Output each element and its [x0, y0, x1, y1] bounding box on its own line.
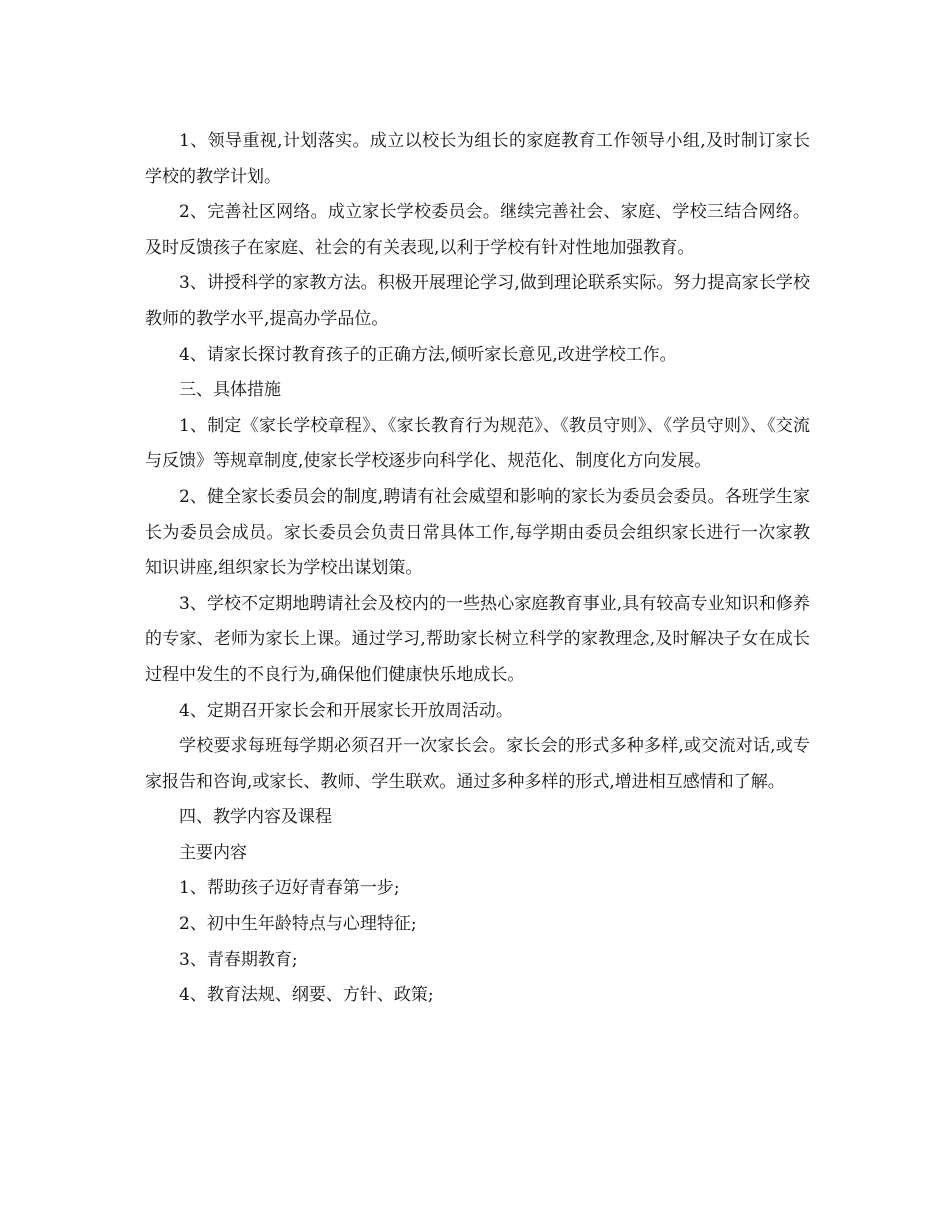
paragraph-6: 2、健全家长委员会的制度,聘请有社会威望和影响的家长为委员会委员。各班学生家长为委员会成员。家长委员会负责日常具体工作,每学期由委员会组织家长进行一次家教知识讲座,组织家长为学校出谋划策。: [145, 486, 810, 579]
paragraph-2: 2、完善社区网络。成立家长学校委员会。继续完善社会、家庭、学校三结合网络。及时反馈孩子在家庭、社会的有关表现,以利于学校有针对性地加强教育。: [145, 202, 810, 258]
subheading-main-content: 主要内容: [179, 842, 247, 863]
paragraph-5: 1、制定《家长学校章程》、《家长教育行为规范》、《教员守则》、《学员守则》、《交流与反馈》等规章制度,使家长学校逐步向科学化、规范化、制度化方向发展。: [145, 415, 810, 472]
document-body: [145, 124, 810, 1014]
section-heading-3: 三、具体措施: [179, 380, 281, 401]
paragraph-9: 学校要求每班每学期必须召开一次家长会。家长会的形式多种多样,或交流对话,或专家报告和咨询,或家长、教师、学生联欢。通过多种多样的形式,增进相互感情和了解。: [145, 736, 810, 792]
list-item-1: 1、帮助孩子迈好青春第一步;: [179, 878, 400, 899]
paragraph-1: 1、领导重视,计划落实。成立以校长为组长的家庭教育工作领导小组,及时制订家长学校的教学计划。: [145, 131, 810, 187]
list-item-2: 2、初中生年龄特点与心理特征;: [179, 914, 417, 935]
list-item-3: 3、青春期教育;: [179, 949, 298, 970]
section-heading-4: 四、教学内容及课程: [179, 807, 332, 828]
paragraph-4: 4、请家长探讨教育孩子的正确方法,倾听家长意见,改进学校工作。: [179, 344, 677, 365]
list-item-4: 4、教育法规、纲要、方针、政策;: [179, 985, 434, 1006]
paragraph-3: 3、讲授科学的家教方法。积极开展理论学习,做到理论联系实际。努力提高家长学校教师的教学水平,提高办学品位。: [145, 273, 810, 329]
paragraph-8: 4、定期召开家长会和开展家长开放周活动。: [179, 700, 513, 721]
paragraph-7: 3、学校不定期地聘请社会及校内的一些热心家庭教育事业,具有较高专业知识和修养的专家、老师为家长上课。通过学习,帮助家长树立科学的家教理念,及时解决子女在成长过程中发生的不良行为,确保他们健康快乐地成长。: [145, 593, 810, 685]
